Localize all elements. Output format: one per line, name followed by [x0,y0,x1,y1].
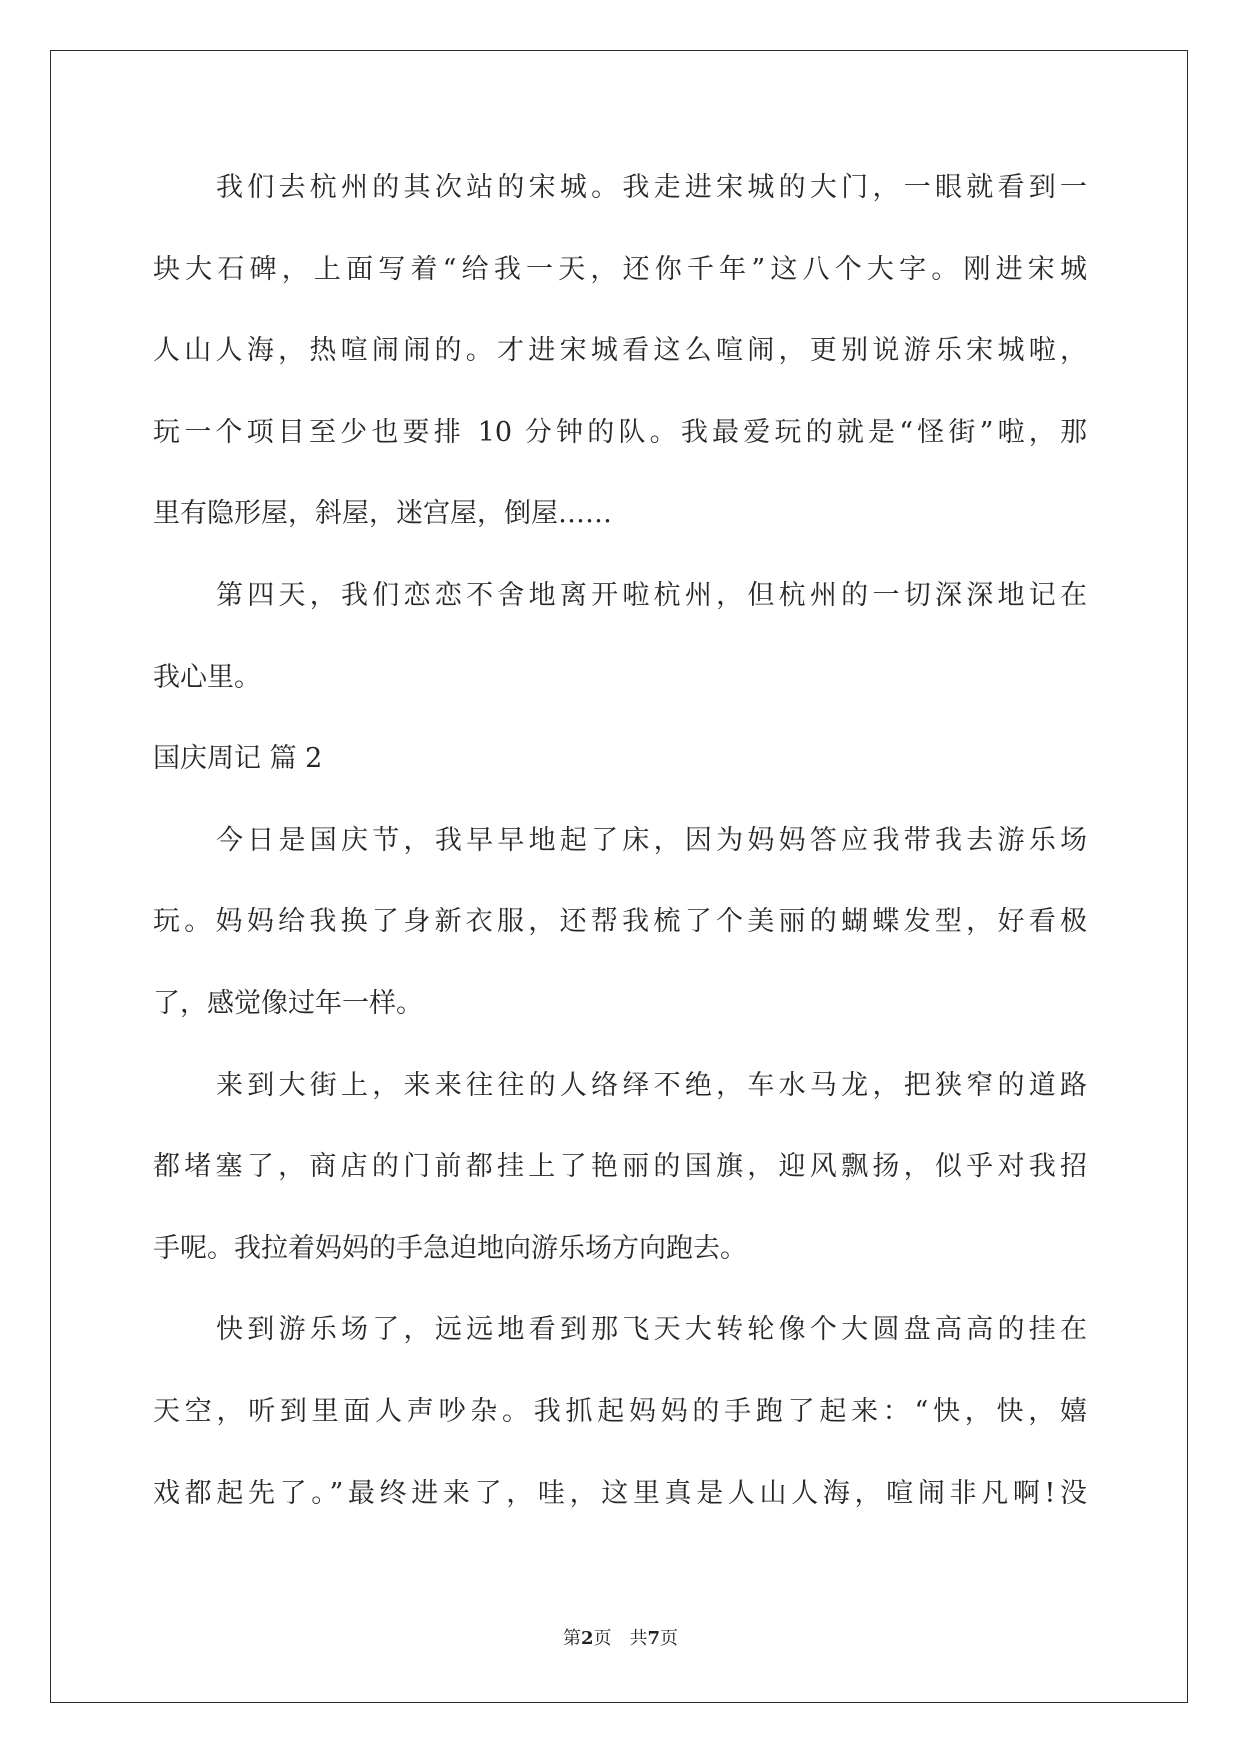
text-line: 玩一个项目至少也要排 10 分钟的队。我最爱玩的就是“怪街”啦，那 [153,416,1087,448]
footer-total-pages: 7 [647,1628,661,1649]
page-footer [0,1624,1241,1650]
paragraph [153,1289,1087,1534]
paragraph [153,1045,1087,1290]
paragraph [153,555,1087,718]
page-content [153,147,1087,1534]
text-line: 天空，听到里面人声吵杂。我抓起妈妈的手跑了起来：“快，快，嬉 [153,1395,1087,1427]
text-line: 了，感觉像过年一样。 [153,987,423,1019]
footer-page-prefix: 第 [562,1628,581,1649]
footer-page-suffix: 页 [593,1628,612,1649]
section-heading: 国庆周记 篇 2 [153,743,323,775]
text-line: 我心里。 [153,661,261,693]
text-line: 人山人海，热喧闹闹的。才进宋城看这么喧闹，更别说游乐宋城啦， [153,335,1087,367]
text-line: 我们去杭州的其次站的宋城。我走进宋城的大门，一眼就看到一 [216,172,1087,203]
text-line: 来到大街上，来来往往的人络绎不绝，车水马龙，把狭窄的道路 [216,1069,1087,1101]
text-line: 手呢。我拉着妈妈的手急迫地向游乐场方向跑去。 [153,1232,747,1264]
text-line: 快到游乐场了，远远地看到那飞天大转轮像个大圆盘高高的挂在 [216,1314,1087,1346]
paragraph [153,800,1087,1045]
footer-total-prefix: 共 [629,1628,648,1649]
paragraph [153,147,1087,555]
footer-page-number: 2 [580,1628,594,1649]
text-line: 今日是国庆节，我早早地起了床，因为妈妈答应我带我去游乐场 [216,824,1087,856]
text-line: 玩。妈妈给我换了身新衣服，还帮我梳了个美丽的蝴蝶发型，好看极 [153,906,1087,938]
text-line: 都堵塞了，商店的门前都挂上了艳丽的国旗，迎风飘扬，似乎对我招 [153,1151,1087,1183]
text-line: 里有隐形屋，斜屋，迷宫屋，倒屋…… [153,498,612,530]
text-line: 第四天，我们恋恋不舍地离开啦杭州，但杭州的一切深深地记在 [216,579,1087,611]
text-line: 戏都起先了。”最终进来了，哇，这里真是人山人海，喧闹非凡啊!没 [153,1477,1087,1509]
text-line: 块大石碑，上面写着“给我一天，还你千年”这八个大字。刚进宋城 [153,253,1087,285]
footer-total-suffix: 页 [660,1628,679,1649]
